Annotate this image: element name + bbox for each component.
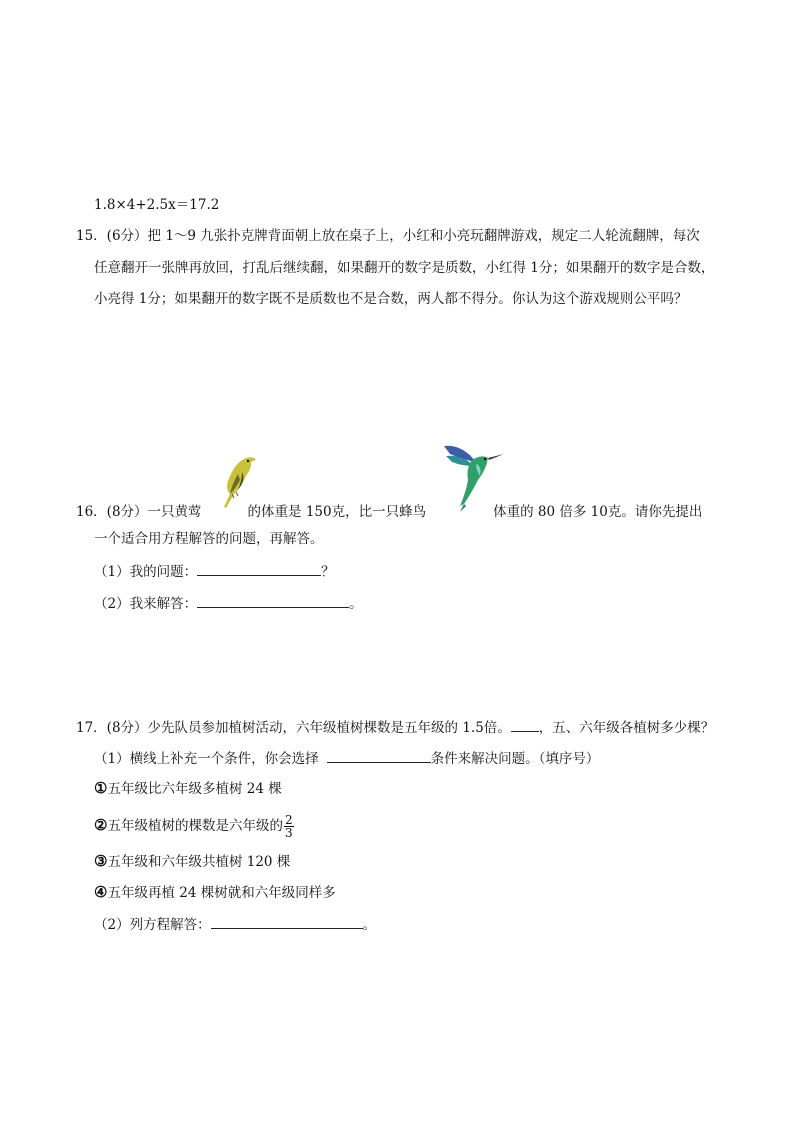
- fraction-denominator: 3: [284, 826, 293, 840]
- q15-line1: 15．(6分）把 1～9 九张扑克牌背面朝上放在桌子上，小红和小亮玩翻牌游戏，规定二人轮流翻牌，每次: [76, 228, 700, 244]
- q16-sub2-end: 。: [349, 596, 363, 612]
- option-3-marker: ③: [94, 852, 108, 870]
- q16-sub2-label: （2）我来解答：: [94, 596, 198, 612]
- yellow-warbler-image: [216, 450, 258, 512]
- q16-answer-blank[interactable]: [197, 593, 349, 608]
- q17-sub1-text: （1）横线上补充一个条件，你会选择: [94, 751, 319, 767]
- q17-choice-blank[interactable]: [327, 748, 431, 763]
- q16-sub1-end: ？: [321, 564, 335, 580]
- q17-sub1: [94, 748, 599, 768]
- q17-line1: [76, 717, 714, 737]
- q16-part2: 的体重是 150克，比一只蜂鸟: [247, 504, 427, 520]
- option-3-text: 五年级和六年级共植树 120 棵: [107, 854, 291, 870]
- hummingbird-image: [442, 440, 506, 514]
- q17-option-3: [94, 852, 290, 871]
- q17-option-2: [94, 808, 294, 843]
- q15-line2: 任意翻开一张牌再放回，打乱后继续翻，如果翻开的数字是质数，小红得 1分；如果翻开的数字是合数，: [94, 260, 715, 276]
- option-2-text: 五年级植树的棵数是六年级的: [107, 818, 283, 834]
- q16-line1: [76, 503, 702, 521]
- q16-sub1-label: （1）我的问题：: [94, 564, 198, 580]
- q16-part1: 16．(8分）一只黄莺: [76, 504, 202, 520]
- option-2-marker: ②: [94, 816, 108, 834]
- option-4-text: 五年级再植 24 棵树就和六年级同样多: [107, 885, 336, 901]
- q16-question-blank[interactable]: [197, 561, 321, 576]
- q17-equation-blank[interactable]: [211, 914, 363, 929]
- q16-line2: 一个适合用方程解答的问题，再解答。: [94, 531, 324, 547]
- option-1-marker: ①: [94, 779, 108, 797]
- q17-condition-blank[interactable]: [511, 717, 539, 732]
- q17-option-4: [94, 883, 336, 902]
- option-4-marker: ④: [94, 883, 108, 901]
- q17-sub2-text: （2）列方程解答：: [94, 917, 211, 933]
- option-1-text: 五年级比六年级多植树 24 棵: [107, 781, 282, 797]
- q17-sub2-end: 。: [362, 917, 377, 933]
- fraction-two-thirds: [284, 814, 294, 839]
- q16-part3: 体重的 80 倍多 10克。请你先提出: [493, 504, 703, 520]
- q16-sub2: [94, 593, 363, 613]
- q17-line1-text: 17．(8分）少先队员参加植树活动，六年级植树棵数是五年级的 1.5倍。: [76, 720, 511, 736]
- q17-sub1-end: 条件来解决问题。（填序号）: [430, 751, 600, 767]
- q17-sub2: [94, 914, 376, 934]
- fraction-numerator: 2: [284, 813, 293, 827]
- q17-option-1: [94, 779, 282, 798]
- q15-line3: 小亮得 1分；如果翻开的数字既不是质数也不是合数，两人都不得分。你认为这个游戏规则公平吗？: [94, 291, 688, 307]
- q17-line1-end: ，五、六年级各植树多少棵？: [538, 720, 715, 736]
- q16-sub1: [94, 561, 335, 581]
- equation-line: 1.8×4+2.5x＝17.2: [94, 197, 220, 213]
